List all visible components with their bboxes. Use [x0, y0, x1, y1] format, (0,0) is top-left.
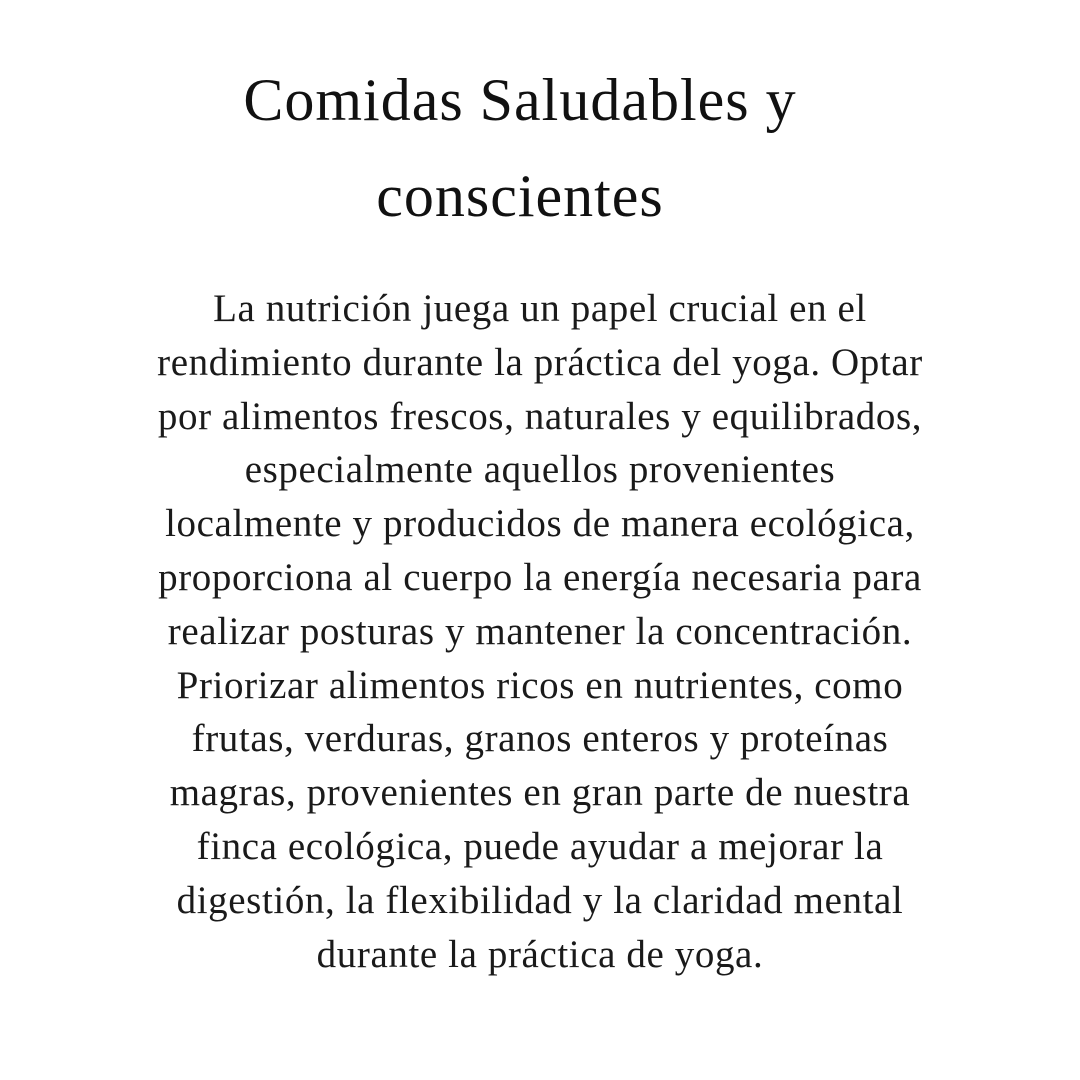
body-line-12: digestión, la flexibilidad y la claridad mental — [176, 878, 904, 922]
title-line-1: Comidas Saludables y — [243, 67, 797, 133]
body-line-11: finca ecológica, puede ayudar a mejorar la — [196, 824, 884, 868]
body-line-13: durante la práctica de yoga. — [316, 932, 764, 976]
page-title — [160, 52, 880, 244]
body-line-8: Priorizar alimentos ricos en nutrientes, como — [176, 663, 904, 707]
body-line-5: localmente y producidos de manera ecológica, — [165, 502, 915, 546]
body-paragraph — [80, 282, 1000, 981]
body-line-3: por alimentos frescos, naturales y equilibrados, — [157, 394, 923, 438]
body-line-1: La nutrición juega un papel crucial en el — [213, 287, 867, 330]
body-line-9: frutas, verduras, granos enteros y proteínas — [191, 717, 889, 761]
body-line-2: rendimiento durante la práctica del yoga. Optar — [157, 340, 923, 384]
body-line-6: proporciona al cuerpo la energía necesaria para — [158, 555, 922, 599]
body-line-10: magras, provenientes en gran parte de nuestra — [169, 771, 911, 815]
body-line-7: realizar posturas y mantener la concentración. — [167, 609, 913, 653]
body-line-4: especialmente aquellos provenientes — [244, 448, 836, 492]
title-line-2: conscientes — [376, 163, 664, 229]
